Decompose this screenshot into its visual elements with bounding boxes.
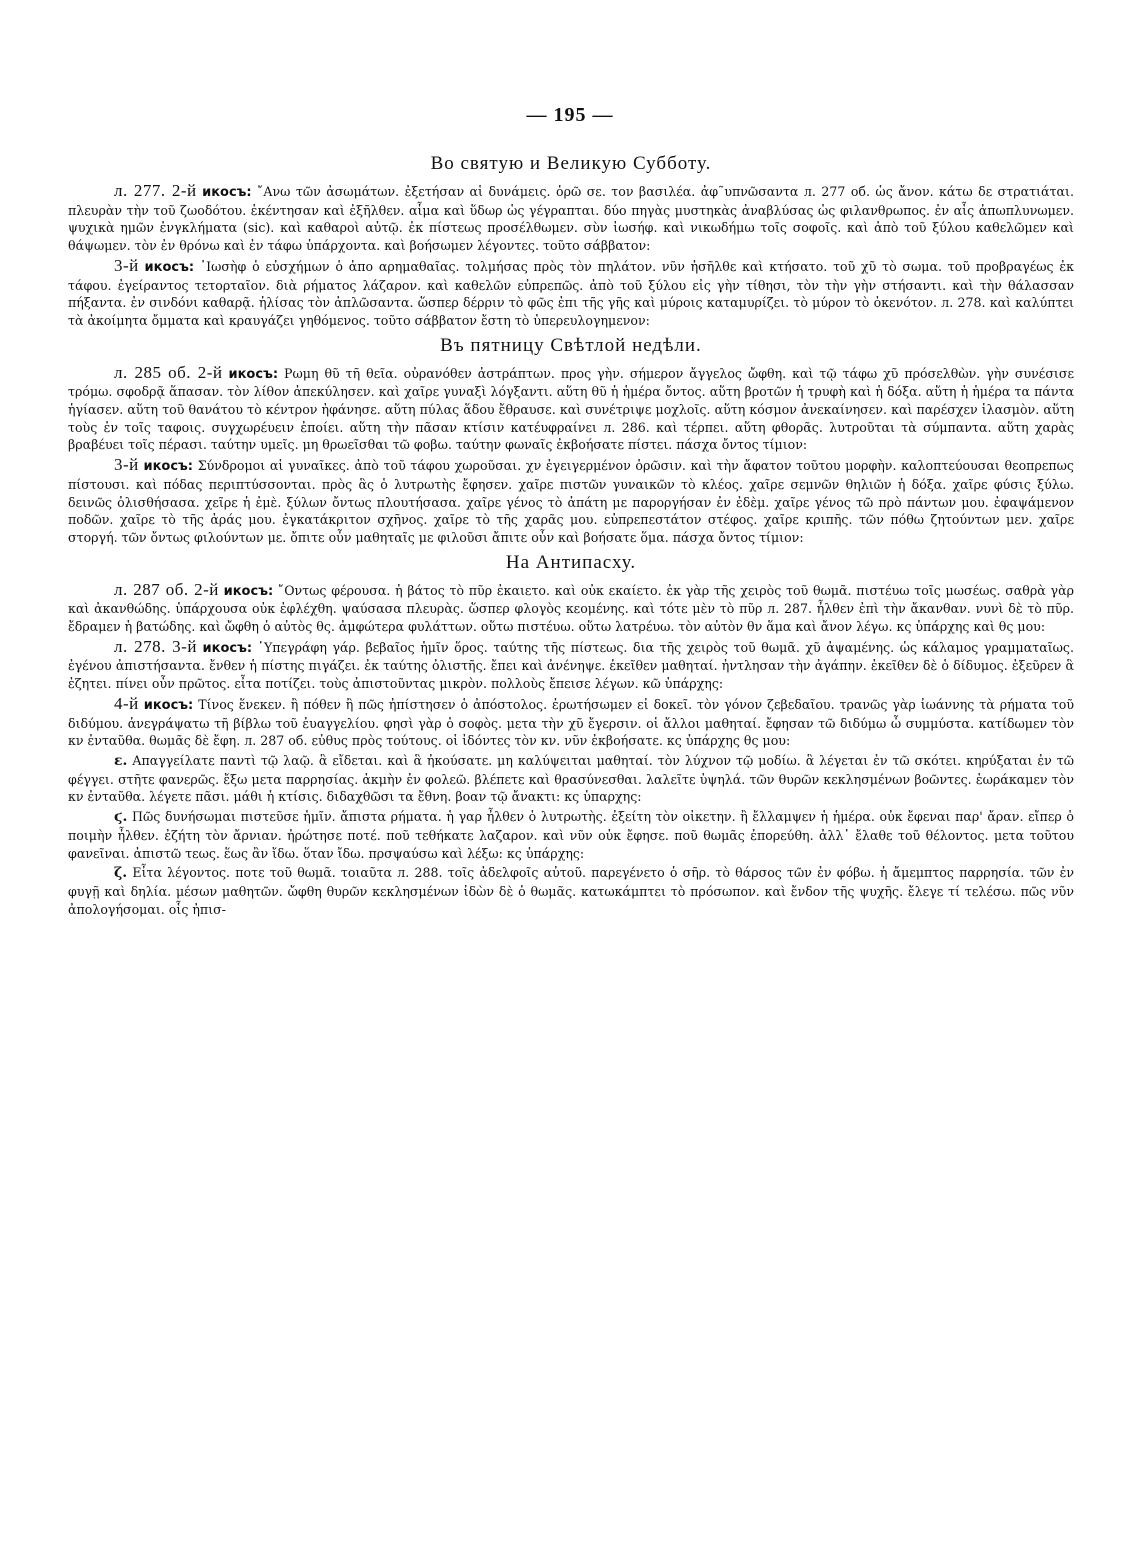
stanza-letter: ε. bbox=[114, 752, 128, 769]
stanza-letter: ϛ. bbox=[114, 809, 128, 826]
folio-reference: л. 277. 2-й bbox=[114, 181, 197, 200]
hymn-paragraph bbox=[68, 864, 1074, 918]
hymn-paragraph bbox=[68, 695, 1074, 750]
greek-text: Πῶς δυνήσωμαι πιστεῦσε ἡμῖν. ἄπιστα ρήματα. ἡ γαρ ἦλθεν ὁ λυτρωτὴς. ἐξείτη τὸν οἰκετην. ἢ ἔλλαμψεν ἡ ἡμέρα. οὐκ ἔφεναι παρ' ἄραν. εἴπερ ὁ ποιμὴν ἦλθεν. ἐζήτη τὸν ἄρνιαν. ἠρώτησε ποτέ. ποῦ τεθήκατε λαζαρον. καὶ νῦν οὐκ ἔφησε. ποῦ θωμᾶς ἐπορεύθη. ἀλλ᾽ ἔλαθε τοῦ θέλοντος. μετα τοῦτου φανεῖναι. ἀπιστῶ τεως. ἕως ἂν ἴδω. ὅταν ἴδω. πρσψαύσω καὶ λέξω: κς ὑπάρχης: bbox=[68, 809, 1074, 861]
greek-text: Σύνδρομοι αἱ γυναῖκες. ἀπὸ τοῦ τάφου χωροῦσαι. χν ἐγειγερμένον ὁρῶσιν. καὶ τὴν ἄφατον τοῦτου μορφὴν. καλοπτεύουσαι θεοπρεπως πίστουσι. καὶ πόδας περιπτύσσονται. πρὸς ἃς ὁ λυτρωτὴς ἔφησεν. χαῖρε πιστῶν γυναικῶν τὸ κλέος. χαῖρε σεμνῶν θηλιῶν ἡ δόξα. χαῖρε φύσις ξύλω. δεινῶς ὀλισθήσασα. χεῖρε ἡ ἐμὲ. ξύλων ὄντως πλουτήσασα. χαῖρε γένος τὸ ἀπάτη με παροργήσαν ἐν ἐδὲμ. χαῖρε γένος τῶ πρὸ πάντων μου. ἐφαψάμενον ποδῶν. χαῖρε τὸ τῆς ἀράς μου. ἐγκατάκριτον σχῆνος. χαῖρε τὸ τῆς χαρᾶς μου. εὐπρεπεστάτον στέφος. χαῖρε κριπῆς. τῶν πόθω ζητούντων μεν. χαῖρε στοργή. τῶν ὄντως φιλούντων με. ὄπιτε οὖν μαθηταῖς με φιλοῦσι ἄπιτε οὖν καὶ βοήσατε ὅμα. πάσχα ὄντος τίμιον: bbox=[68, 458, 1074, 545]
greek-text: ᾿Ιωσὴφ ὁ εὐσχήμων ὁ ἀπο αρημαθαῖας. τολμήσας πρὸς τὸν πηλάτον. νῦν ἠσῆλθε καὶ κτήσατο. τοῦ χῦ τὸ σωμα. τοῦ προβραγέως ἐκ τάφου. ἐγείραντος τετορταῖον. διὰ ρήματος λάζαρον. καὶ καθελῶν εὐπρεπῶς. ἀπὸ τοῦ ξύλου εἰς γὴν τίθησι, τὸν τὴν γὴν στήσαντι. καὶ τὴν θάλασσαν πήξαντα. ἐν σινδόνι καθαρᾷ. ἡλίσας τὸν ἀπλῶσαντα. ὥσπερ δέρριν τὸ φῶς ἐπι τῆς γῆς καὶ μύροις καταμυρίζει. τὸ μύρον τὸ ὀκενότον. л. 278. καὶ καλύπτει τὰ ἀκοίμητα ὄμματα καὶ κραυγάζει γηθόμενος. τοῦτο σάββατον ἔστη τὸ ὑπερευλογημενον: bbox=[68, 258, 1074, 328]
hymn-paragraph bbox=[68, 456, 1074, 547]
section-heading: Въ пятницу Свѣтлой недѣли. bbox=[440, 334, 702, 356]
hymn-paragraph bbox=[68, 257, 1074, 330]
hymn-paragraph bbox=[68, 182, 1074, 255]
ikos-label: икосъ: bbox=[143, 697, 194, 713]
page-body bbox=[68, 148, 1074, 920]
greek-text: ῎Οντως φέρουσα. ἡ βάτος τὸ πῦρ ἐκαιετο. καὶ οὐκ εκαίετο. ἐκ γὰρ τῆς χειρὸς τοῦ θωμᾶ. πιστέυω τοῖς μωσέως. σαθρὰ γὰρ καὶ ἀκανθώδης. ὑπάρχουσα οὐκ ἐφλέχθη. ψαύσασα πλευρὰς. ὥσπερ φλογὸς κεομένης. καὶ τότε μὲν τὸ πῦρ л. 287. ἦλθεν ἐπὶ τὴν ἄκανθαν. νυνὶ δὲ τὸ πῦρ. ἔδραμεν ἡ βατώδης. καὶ ὤφθη ὁ αὐτὸς θς. ἀμφώτερα φυλάττων. οὕτω πιστέυω. οὕτω λατρέυω. τὸν αὐτὸν θν ἅμα καὶ ἄνον λέγω. κς ὑπάρχης καὶ θς μου: bbox=[68, 582, 1075, 635]
ikos-label: икосъ: bbox=[143, 459, 194, 475]
hymn-paragraph bbox=[68, 808, 1074, 862]
greek-text: Απαγγείλατε παντὶ τῷ λαῷ. ἃ εἴδεται. καὶ ἃ ἠκούσατε. μη καλύψειται μαθηταί. τὸν λύχνον τῷ μοδίω. ἃ λέγεται ἐν τῶ σκότει. κηρύξαται ἐν τῶ φέγγει. στῆτε φανερῶς. ἔξω μετα παρρησίας. ἀκμὴν ἐν φολεῶ. βλέπετε καὶ θρασύνεσθαι. λαλεῖτε ὑψηλά. τῶν θυρῶν κεκλησμένων βοῶντες. ἑωράκαμεν τὸν κν ἐνταῦθα. λέγετε πᾶσι. μάθι ἡ κτίσις. διδαχθῶσι τα ἔθνη. βοαν τῷ ἄνακτι: κς ὑπαρχης: bbox=[68, 752, 1074, 805]
folio-reference: л. 285 об. 2-й bbox=[114, 362, 223, 382]
stanza-letter: ζ. bbox=[114, 865, 128, 882]
section-heading: На Антипасху. bbox=[505, 551, 637, 573]
ikos-label: икосъ: bbox=[202, 185, 252, 200]
section-heading: Во святую и Великую Субботу. bbox=[430, 153, 712, 174]
ikos-label: икосъ: bbox=[228, 366, 279, 382]
folio-reference: 3-й bbox=[114, 455, 139, 475]
folio-reference: л. 278. 3-й bbox=[114, 636, 197, 656]
hymn-paragraph bbox=[68, 581, 1074, 636]
hymn-paragraph bbox=[68, 638, 1074, 693]
greek-text: Ρωμη θῦ τῆ θεῖα. οὐρανόθεν ἀστράπτων. προς γὴν. σήμερον ἄγγελος ὤφθη. καὶ τῷ τάφω χῦ πρόσελθὼν. γὴν συνέσισε τρόμω. σφοδρᾷ ἅπασαν. τὸν λίθον ἀπεκύλησεν. καὶ χαῖρε γυναξὶ λόγξαντι. αὕτη θῦ ἡ ἡμέρα ὄντος. αὕτη βροτῶν ἡ τρυφὴ καὶ ἡ δόξα. αὕτη ἡ ἡμέρα τα πάντα ἡγίασεν. αὕτη τοῦ θανάτου τὸ κέντρον ἠφάνησε. αὕτη πύλας ἅδου ἔθραυσε. καὶ συνέτριψε μοχλοῖς. αὕτη κόσμον ἀνεκαίνησεν. καὶ παρέσχεν ἱλασμὸν. αὕτη τοὺς ἐν τοῖς ταφοις. συγχωρέυειν ἐποίει. αὕτη τὴν πᾶσαν κτίσιν κατέυφραίνει л. 286. καὶ τέρπει. αὕτη φθορᾶς. λυτροῦται τὰ σύμπαντα. αὕτη χαρὰς βραβέυει τοῖς πέρασι. ταύτην υμεῖς. μη θρωεῖσθαι τῶ φοβω. ταύτην φωναῖς ἐκβοήσατε πίστει. πάσχα ὄντος τίμιον: bbox=[68, 365, 1074, 453]
ikos-label: икосъ: bbox=[223, 583, 274, 599]
hymn-paragraph bbox=[68, 364, 1074, 455]
greek-text: ῾Υπεγράφη γάρ. βεβαῖος ἡμῖν ὅρος. ταύτης τῆς πίστεως. δια τῆς χειρὸς τοῦ θωμᾶ. χῦ ἀψαμένης. ὡς κάλαμος γραμματαῖως. ἐγένου ἀπιστήσαντα. ἔνθεν ἡ πίστης πιγάζει. ἐκ ταύτης ὀλιστῆς. ἔπει καὶ ἀνένηψε. ἐκεῖθεν μαθηταί. ἠντλησαν τὴν ἀγάπην. ἐκεῖθεν δὲ ὁ δίδυμος. ἐξεῦρεν ἃ ἐζητει. πίνει οὖν πρῶτος. εἶτα ποτίζει. τοὺς ἀπιστοῦντας μικρὸν. πολλοὺς ἔπεισε λέγων. κῶ ὑπάρχης: bbox=[68, 639, 1074, 692]
greek-text: Εἶτα λέγοντος. ποτε τοῦ θωμᾶ. τοιαῦτα л. 288. τοῖς ἀδελφοῖς αὐτοῦ. παρεγένετο ὁ σῆρ. τὸ θάρσος τῶν ἐν φόβω. ἡ ἄμεμπτος παρρησία. τῶν ἐν φυγῇ καὶ δηλία. μέσων μαθητῶν. ὤφθη θυρῶν κεκλησμένων ἰδὼν δὲ ὁ θωμᾶς. κατωκάμπτει τὸ πρόσωπον. καὶ ἔνδον τῆς ψυχῆς. ἔλεγε τί τελέσω. πῶς νῦν ἀπολογήσομαι. οἷς ἠπισ- bbox=[68, 865, 1074, 917]
folio-reference: л. 287 об. 2-й bbox=[114, 579, 219, 599]
greek-text: ῎Ανω τῶν ἀσωμάτων. ἐξετήσαν αἱ δυνάμεις. ὁρῶ σε. τον βασιλέα. ἀφ῀υπνῶσαντα л. 277 об. ὡς ἄνον. κάτω δε στρατιάται. πλευρὰν τὴν τοῦ ζωοδότου. ἐκέντησαν καὶ ἐξῆλθεν. αἷμα καὶ ὕδωρ ὡς γέγραπται. δύο πηγὰς μυστηκὰς ἀναβλύσας ὡς φιλανθρωπος. ἐν αἷς ἀπωπλυνωμεν. ψυχικὰ ημῶν ἐνγκλήματα (sic). καὶ καθαροὶ αὐτῷ. ἐκ πίστεως προσέλθωμεν. σὺν ἰωσήφ. καὶ νικωδήμω τοῖς σοφοῖς. καὶ ἀπὸ τοῦ ξύλου καθελῶμεν καὶ θάψωμεν. τὸν ἐν θρόνω καὶ ἐν τάφω ὑπάρχοντα. καὶ βοήσωμεν λέγοντες. τοῦτο σάββατον: bbox=[68, 184, 1074, 254]
greek-text: Τίνος ἕνεκεν. ἢ πόθεν ἢ πῶς ἠπίστησεν ὁ ἀπόστολος. ἐρωτήσωμεν εἰ δοκεῖ. τὸν γόνον ζεβεδαῖου. τρανῶς γὰρ ἰωάννης τὰ ρήματα τοῦ διδύμου. ἀνεγράψατω τῆ βίβλω τοῦ ἐυαγγελίου. φησὶ γὰρ ὁ σοφὸς. μετα τὴν χῦ ἔγερσιν. οἱ ἄλλοι μαθηταί. ἔφησαν τῶ διδύμω ὦ συμμύστα. κατίδωμεν τὸν κν ἐνταῦθα. θωμᾶς δὲ ἔφη. л. 287 об. εὐθυς πρὸς τούτους. οἱ ἰδόντες τὸν κν. νῦν ἐκβοήσατε. κς ὑπάρχης θς μου: bbox=[68, 696, 1074, 749]
folio-reference: 3-й bbox=[114, 255, 139, 275]
page-number: — 195 — bbox=[526, 104, 614, 126]
ikos-label: икосъ: bbox=[144, 259, 195, 275]
hymn-paragraph bbox=[68, 752, 1074, 806]
ikos-label: икосъ: bbox=[202, 640, 253, 656]
folio-reference: 4-й bbox=[114, 693, 139, 713]
